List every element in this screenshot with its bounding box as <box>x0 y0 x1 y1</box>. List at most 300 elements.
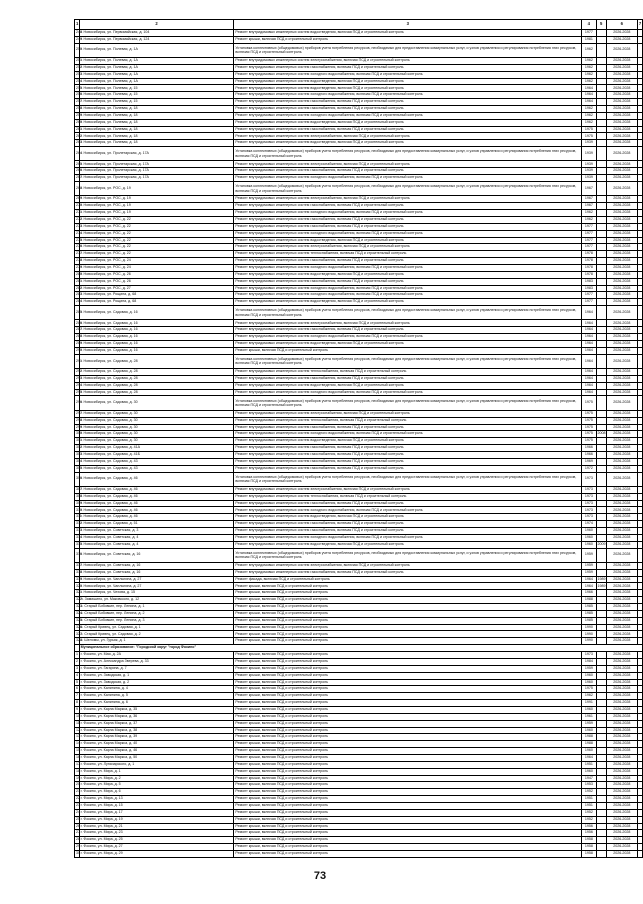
work-type-cell: Ремонт внутридомовых инженерных систем электроснабжения, включая ПСД и строительный контроль <box>234 486 582 493</box>
build-year-cell: 1990 <box>582 631 596 638</box>
notes-cell <box>637 64 642 71</box>
notes-cell <box>637 147 642 161</box>
work-type-cell: Установка коллективных (общедомовых) приборов учета потребления ресурсов, необходимых для предоставления коммунальных услуг, и узлов управления и регулирования потребления этих ресурсов, включая ПСД и строительный контроль <box>234 147 582 161</box>
notes-cell <box>637 521 642 528</box>
reconstruction-year-cell <box>596 175 606 182</box>
build-year-cell: 1951 <box>582 796 596 803</box>
reconstruction-year-cell <box>596 327 606 334</box>
reconstruction-year-cell <box>596 686 606 693</box>
address-cell: г. Новосибирск, ул. Советская, д. 16 <box>79 569 234 576</box>
notes-cell <box>637 597 642 604</box>
build-year-cell: 1977 <box>582 299 596 306</box>
row-number-cell: 267 <box>75 175 79 182</box>
build-year-cell: 1964 <box>582 334 596 341</box>
table-row <box>75 244 643 251</box>
planned-period-cell: 2026-2028 <box>606 576 637 583</box>
address-cell: г. Новосибирск, ул. РОС, д. 24 <box>79 258 234 265</box>
notes-cell <box>637 445 642 452</box>
notes-cell <box>637 465 642 472</box>
address-cell: г. Новосибирск, ул. Садовая, д. 16 <box>79 306 234 320</box>
work-type-cell: Ремонт внутридомовых инженерных систем холодного водоснабжения, включая ПСД и строительный контроль <box>234 431 582 438</box>
reconstruction-year-cell <box>596 223 606 230</box>
build-year-cell: 1988 <box>582 734 596 741</box>
planned-period-cell: 2026-2028 <box>606 382 637 389</box>
reconstruction-year-cell <box>596 375 606 382</box>
address-cell: с. Старый Кривец, ул. Садовая, д. 1 <box>79 624 234 631</box>
table-row <box>75 686 643 693</box>
planned-period-cell: 2026-2028 <box>606 465 637 472</box>
planned-period-cell: 2026-2028 <box>606 693 637 700</box>
reconstruction-year-cell <box>596 36 606 43</box>
work-type-cell: Ремонт внутридомовых инженерных систем холодного водоснабжения, включая ПСД и строительный контроль <box>234 230 582 237</box>
planned-period-cell: 2026-2028 <box>606 850 637 857</box>
reconstruction-year-cell <box>596 775 606 782</box>
reconstruction-year-cell <box>596 251 606 258</box>
build-year-cell: 1964 <box>582 92 596 99</box>
column-header-2: 2 <box>79 20 234 29</box>
work-type-cell: Ремонт внутридомовых инженерных систем газоснабжения, включая ПСД и строительный контроль <box>234 521 582 528</box>
build-year-cell: 1939 <box>582 147 596 161</box>
build-year-cell: 1975 <box>582 438 596 445</box>
reconstruction-year-cell: 1989 <box>596 583 606 590</box>
notes-cell <box>637 271 642 278</box>
planned-period-cell: 2026-2028 <box>606 604 637 611</box>
reconstruction-year-cell <box>596 500 606 507</box>
build-year-cell: 1962 <box>582 119 596 126</box>
reconstruction-year-cell <box>596 230 606 237</box>
table-row <box>75 292 643 299</box>
work-type-cell: Ремонт внутридомовых инженерных систем электроснабжения, включая ПСД и строительный контроль <box>234 320 582 327</box>
table-row <box>75 541 643 548</box>
build-year-cell: 1966 <box>582 445 596 452</box>
planned-period-cell: 2026-2028 <box>606 126 637 133</box>
table-row <box>75 175 643 182</box>
address-cell: г. Новосибирск, ул. РОС, д. 22 <box>79 230 234 237</box>
row-number-cell: 6 <box>75 686 79 693</box>
planned-period-cell: 2026-2028 <box>606 112 637 119</box>
reconstruction-year-cell <box>596 830 606 837</box>
notes-cell <box>637 92 642 99</box>
notes-cell <box>637 168 642 175</box>
work-type-cell: Ремонт крыши, включая ПСД и строительный контроль <box>234 741 582 748</box>
work-type-cell: Ремонт крыши, включая ПСД и строительный контроль <box>234 754 582 761</box>
reconstruction-year-cell <box>596 802 606 809</box>
notes-cell <box>637 230 642 237</box>
address-cell: г. Новосибирск, ул. Полевая, д. 1А <box>79 58 234 65</box>
notes-cell <box>637 727 642 734</box>
build-year-cell: 1967 <box>582 196 596 203</box>
notes-cell <box>637 576 642 583</box>
work-type-cell: Ремонт крыши, включая ПСД и строительный контроль <box>234 347 582 354</box>
build-year-cell: 1953 <box>582 782 596 789</box>
build-year-cell: 1939 <box>582 161 596 168</box>
table-row <box>75 264 643 271</box>
table-row <box>75 796 643 803</box>
address-cell: г. Фокино, ул. Карла Маркса, д. 37 <box>79 720 234 727</box>
build-year-cell: 1959 <box>582 562 596 569</box>
row-number-cell: 310 <box>75 507 79 514</box>
table-row <box>75 734 643 741</box>
reconstruction-year-cell <box>596 417 606 424</box>
table-row <box>75 569 643 576</box>
planned-period-cell: 2026-2028 <box>606 334 637 341</box>
schedule-table-sheet <box>74 19 643 858</box>
row-number-cell: 14 <box>75 741 79 748</box>
planned-period-cell: 2026-2028 <box>606 562 637 569</box>
notes-cell <box>637 285 642 292</box>
planned-period-cell: 2026-2028 <box>606 775 637 782</box>
address-cell: г. Фокино, ул. Карла Маркса, д. 50 <box>79 754 234 761</box>
reconstruction-year-cell <box>596 604 606 611</box>
reconstruction-year-cell <box>596 700 606 707</box>
address-cell: г. Новосибирск, ул. РОС, д. 19 <box>79 182 234 196</box>
table-row <box>75 465 643 472</box>
planned-period-cell: 2026-2028 <box>606 168 637 175</box>
work-type-cell: Ремонт внутридомовых инженерных систем газоснабжения, включая ПСД и строительный контроль <box>234 64 582 71</box>
address-cell: п. Замишино, ул. Маковского, д. 12 <box>79 597 234 604</box>
planned-period-cell: 2026-2028 <box>606 354 637 368</box>
planned-period-cell: 2026-2028 <box>606 610 637 617</box>
address-cell: г. Новосибирск, ул. Садовая, д. 41А <box>79 445 234 452</box>
table-row <box>75 631 643 638</box>
row-number-cell: 319 <box>75 576 79 583</box>
notes-cell <box>637 43 642 57</box>
address-cell: г. Новосибирск, ул. Первомайская, д. 104 <box>79 29 234 36</box>
table-row <box>75 382 643 389</box>
reconstruction-year-cell <box>596 292 606 299</box>
address-cell: г. Новосибирск, ул. РОС, д. 22 <box>79 223 234 230</box>
work-type-cell: Ремонт крыши, включая ПСД и строительный контроль <box>234 713 582 720</box>
row-number-cell: 292 <box>75 369 79 376</box>
reconstruction-year-cell <box>596 761 606 768</box>
row-number-cell: 262 <box>75 133 79 140</box>
table-row <box>75 299 643 306</box>
address-cell: г. Фокино, ул. Мира, д. 17 <box>79 809 234 816</box>
planned-period-cell: 2026-2028 <box>606 375 637 382</box>
address-cell: г. Новосибирск, ул. Полевая, д. 18 <box>79 119 234 126</box>
address-cell: г. Новосибирск, ул. РОС, д. 22 <box>79 251 234 258</box>
row-number-cell: 2 <box>75 658 79 665</box>
planned-period-cell: 2026-2028 <box>606 64 637 71</box>
reconstruction-year-cell <box>596 445 606 452</box>
table-row <box>75 168 643 175</box>
planned-period-cell: 2026-2028 <box>606 389 637 396</box>
row-number-cell: 327 <box>75 631 79 638</box>
build-year-cell: 1959 <box>582 569 596 576</box>
table-row <box>75 458 643 465</box>
address-cell: г. Новосибирск, ул. Советская, д. 16 <box>79 548 234 562</box>
row-number-cell: 266 <box>75 168 79 175</box>
row-number-cell: 25 <box>75 816 79 823</box>
row-number-cell: 312 <box>75 521 79 528</box>
row-number-cell: 285 <box>75 306 79 320</box>
address-cell: г. Новосибирск, ул. Полевая, д. 18 <box>79 106 234 113</box>
planned-period-cell: 2026-2028 <box>606 837 637 844</box>
table-row <box>75 850 643 857</box>
row-number-cell: 282 <box>75 285 79 292</box>
row-number-cell: 309 <box>75 500 79 507</box>
reconstruction-year-cell <box>596 672 606 679</box>
build-year-cell: 1960 <box>582 528 596 535</box>
planned-period-cell: 2026-2028 <box>606 292 637 299</box>
work-type-cell: Установка коллективных (общедомовых) приборов учета потребления ресурсов, необходимых для предоставления коммунальных услуг, и узлов управления и регулирования потребления этих ресурсов, включая ПСД и строительный контроль <box>234 43 582 57</box>
row-number-cell: 276 <box>75 244 79 251</box>
build-year-cell: 1978 <box>582 258 596 265</box>
build-year-cell: 1977 <box>582 237 596 244</box>
notes-cell <box>637 775 642 782</box>
table-row <box>75 638 643 645</box>
build-year-cell: 1958 <box>582 837 596 844</box>
row-number-cell: 27 <box>75 830 79 837</box>
table-row <box>75 278 643 285</box>
address-cell: г. Новосибирск, ул. РОС, д. 26 <box>79 278 234 285</box>
work-type-cell: Ремонт внутридомовых инженерных систем холодного водоснабжения, включая ПСД и строительный контроль <box>234 210 582 217</box>
row-number-cell: 299 <box>75 424 79 431</box>
reconstruction-year-cell <box>596 734 606 741</box>
build-year-cell: 1939 <box>582 175 596 182</box>
notes-cell <box>637 528 642 535</box>
build-year-cell: 1973 <box>582 652 596 659</box>
work-type-cell: Ремонт внутридомовых инженерных систем газоснабжения, включая ПСД и строительный контроль <box>234 223 582 230</box>
reconstruction-year-cell <box>596 679 606 686</box>
address-cell: г. Новосибирск, ул. Полевая, д. 1А <box>79 43 234 57</box>
reconstruction-year-cell <box>596 782 606 789</box>
notes-cell <box>637 796 642 803</box>
row-number-cell: 21 <box>75 789 79 796</box>
planned-period-cell: 2026-2028 <box>606 652 637 659</box>
table-row <box>75 106 643 113</box>
build-year-cell: 1947 <box>582 775 596 782</box>
notes-cell <box>637 223 642 230</box>
planned-period-cell: 2026-2028 <box>606 445 637 452</box>
work-type-cell: Установка коллективных (общедомовых) приборов учета потребления ресурсов, необходимых для предоставления коммунальных услуг, и узлов управления и регулирования потребления этих ресурсов, включая ПСД и строительный контроль <box>234 396 582 410</box>
row-number-cell: 277 <box>75 251 79 258</box>
row-number-cell: 294 <box>75 382 79 389</box>
work-type-cell: Ремонт внутридомовых инженерных систем водоотведения, включая ПСД и строительный контроль <box>234 341 582 348</box>
reconstruction-year-cell <box>596 306 606 320</box>
address-cell: г. Новосибирск, ул. РОС, д. 26 <box>79 271 234 278</box>
work-type-cell: Ремонт внутридомовых инженерных систем газоснабжения, включая ПСД и строительный контроль <box>234 375 582 382</box>
reconstruction-year-cell <box>596 147 606 161</box>
work-type-cell: Ремонт внутридомовых инженерных систем газоснабжения, включая ПСД и строительный контроль <box>234 106 582 113</box>
build-year-cell: 1977 <box>582 29 596 36</box>
address-cell: г. Новосибирск, ул. Садовая, д. 16 <box>79 327 234 334</box>
notes-cell <box>637 686 642 693</box>
work-type-cell: Ремонт внутридомовых инженерных систем газоснабжения, включая ПСД и строительный контроль <box>234 445 582 452</box>
address-cell: г. Новосибирск, ул. Пролетарская, д. 17А <box>79 168 234 175</box>
planned-period-cell: 2026-2028 <box>606 251 637 258</box>
reconstruction-year-cell <box>596 706 606 713</box>
notes-cell <box>637 672 642 679</box>
address-cell: г. Новосибирск, ул. Пролетарская, д. 17А <box>79 161 234 168</box>
table-row <box>75 576 643 583</box>
table-row <box>75 271 643 278</box>
table-row <box>75 789 643 796</box>
work-type-cell: Установка коллективных (общедомовых) приборов учета потребления ресурсов, необходимых для предоставления коммунальных услуг, и узлов управления и регулирования потребления этих ресурсов, включая ПСД и строительный контроль <box>234 472 582 486</box>
row-number-cell: 281 <box>75 278 79 285</box>
build-year-cell: 1964 <box>582 754 596 761</box>
table-row <box>75 679 643 686</box>
row-number-cell: 301 <box>75 438 79 445</box>
row-number-cell: 30 <box>75 850 79 857</box>
table-row <box>75 210 643 217</box>
row-number-cell: 253 <box>75 71 79 78</box>
address-cell: г. Фокино, ул. Калинина, д. 4 <box>79 686 234 693</box>
notes-cell <box>637 438 642 445</box>
planned-period-cell: 2026-2028 <box>606 720 637 727</box>
work-type-cell: Ремонт крыши, включая ПСД и строительный контроль <box>234 734 582 741</box>
notes-cell <box>637 327 642 334</box>
table-row <box>75 126 643 133</box>
address-cell: г. Новосибирск, ул. РОС, д. 24 <box>79 264 234 271</box>
notes-cell <box>637 850 642 857</box>
reconstruction-year-cell <box>596 320 606 327</box>
table-row <box>75 782 643 789</box>
table-row <box>75 29 643 36</box>
row-number-cell: 307 <box>75 486 79 493</box>
table-row <box>75 693 643 700</box>
planned-period-cell: 2026-2028 <box>606 424 637 431</box>
row-number-cell: 317 <box>75 562 79 569</box>
work-type-cell: Ремонт внутридомовых инженерных систем газоснабжения, включая ПСД и строительный контроль <box>234 500 582 507</box>
row-number-cell: 280 <box>75 271 79 278</box>
work-type-cell: Ремонт внутридомовых инженерных систем газоснабжения, включая ПСД и строительный контроль <box>234 465 582 472</box>
table-row <box>75 713 643 720</box>
table-row <box>75 369 643 376</box>
notes-cell <box>637 837 642 844</box>
build-year-cell: 1960 <box>582 679 596 686</box>
planned-period-cell: 2026-2028 <box>606 761 637 768</box>
build-year-cell: 1958 <box>582 850 596 857</box>
table-row <box>75 334 643 341</box>
planned-period-cell: 2026-2028 <box>606 278 637 285</box>
notes-cell <box>637 514 642 521</box>
notes-cell <box>637 334 642 341</box>
planned-period-cell: 2026-2028 <box>606 754 637 761</box>
notes-cell <box>637 369 642 376</box>
row-number-cell: 13 <box>75 734 79 741</box>
reconstruction-year-cell <box>596 126 606 133</box>
notes-cell <box>637 500 642 507</box>
build-year-cell: 1962 <box>582 58 596 65</box>
build-year-cell: 1966 <box>582 590 596 597</box>
row-number-cell: 278 <box>75 258 79 265</box>
work-type-cell: Ремонт внутридомовых инженерных систем водоотведения, включая ПСД и строительный контроль <box>234 299 582 306</box>
build-year-cell: 1975 <box>582 133 596 140</box>
row-number-cell: 251 <box>75 58 79 65</box>
build-year-cell: 1956 <box>582 830 596 837</box>
build-year-cell: 1985 <box>582 604 596 611</box>
address-cell: г. Фокино, ул. Калинина, д. 5 <box>79 693 234 700</box>
reconstruction-year-cell <box>596 850 606 857</box>
table-row <box>75 182 643 196</box>
planned-period-cell: 2026-2028 <box>606 133 637 140</box>
planned-period-cell: 2026-2028 <box>606 528 637 535</box>
work-type-cell: Ремонт внутридомовых инженерных систем теплоснабжения, включая ПСД и строительный контроль <box>234 417 582 424</box>
address-cell: с. Старый Бобовкин, пер. Ленина, д. 3 <box>79 617 234 624</box>
reconstruction-year-cell <box>596 133 606 140</box>
table-row <box>75 837 643 844</box>
address-cell: г. Новосибирск, ул. Полевая, д. 1А <box>79 71 234 78</box>
planned-period-cell: 2026-2028 <box>606 816 637 823</box>
build-year-cell: 1964 <box>582 354 596 368</box>
table-row <box>75 71 643 78</box>
planned-period-cell: 2026-2028 <box>606 844 637 851</box>
work-type-cell: Ремонт внутридомовых инженерных систем газоснабжения, включая ПСД и строительный контроль <box>234 168 582 175</box>
planned-period-cell: 2026-2028 <box>606 534 637 541</box>
notes-cell <box>637 493 642 500</box>
planned-period-cell: 2026-2028 <box>606 458 637 465</box>
planned-period-cell: 2026-2028 <box>606 438 637 445</box>
address-cell: г. Новосибирск, ул. Полевая, д. 1А <box>79 78 234 85</box>
notes-cell <box>637 175 642 182</box>
row-number-cell: 19 <box>75 775 79 782</box>
notes-cell <box>637 610 642 617</box>
row-number-cell: 248 <box>75 29 79 36</box>
address-cell: г. Новосибирск, ул. Полевая, д. 15 <box>79 99 234 106</box>
reconstruction-year-cell <box>596 410 606 417</box>
notes-cell <box>637 679 642 686</box>
row-number-cell: 258 <box>75 106 79 113</box>
notes-cell <box>637 112 642 119</box>
planned-period-cell: 2026-2028 <box>606 140 637 147</box>
planned-period-cell: 2026-2028 <box>606 147 637 161</box>
row-number-cell: 12 <box>75 727 79 734</box>
notes-cell <box>637 210 642 217</box>
planned-period-cell: 2026-2028 <box>606 782 637 789</box>
row-number-cell: 311 <box>75 514 79 521</box>
reconstruction-year-cell <box>596 369 606 376</box>
row-number-cell: 256 <box>75 92 79 99</box>
row-number-cell: 304 <box>75 458 79 465</box>
build-year-cell: 1984 <box>582 658 596 665</box>
address-cell: г. Новосибирск, ул. Полевая, д. 1А <box>79 64 234 71</box>
table-row <box>75 528 643 535</box>
planned-period-cell: 2026-2028 <box>606 472 637 486</box>
planned-period-cell: 2026-2028 <box>606 285 637 292</box>
reconstruction-year-cell <box>596 472 606 486</box>
table-row <box>75 665 643 672</box>
address-cell: г. Фокино, ул. Карла Маркса, д. 35 <box>79 706 234 713</box>
row-number-cell: 269 <box>75 196 79 203</box>
work-type-cell: Ремонт внутридомовых инженерных систем холодного водоснабжения, включая ПСД и строительный контроль <box>234 92 582 99</box>
table-row <box>75 43 643 57</box>
planned-period-cell: 2026-2028 <box>606 748 637 755</box>
reconstruction-year-cell <box>596 823 606 830</box>
planned-period-cell: 2026-2028 <box>606 58 637 65</box>
planned-period-cell: 2026-2028 <box>606 320 637 327</box>
planned-period-cell: 2026-2028 <box>606 223 637 230</box>
table-row <box>75 417 643 424</box>
planned-period-cell: 2026-2028 <box>606 203 637 210</box>
table-row <box>75 775 643 782</box>
row-number-cell: 26 <box>75 823 79 830</box>
table-row <box>75 534 643 541</box>
column-header-6: 6 <box>606 20 637 29</box>
build-year-cell: 1960 <box>582 534 596 541</box>
reconstruction-year-cell <box>596 161 606 168</box>
address-cell: г. Фокино, ул. Гагарина, д. 7 <box>79 665 234 672</box>
notes-cell <box>637 85 642 92</box>
row-number-cell: 7 <box>75 693 79 700</box>
column-header-4: 4 <box>582 20 596 29</box>
work-type-cell: Ремонт внутридомовых инженерных систем газоснабжения, включая ПСД и строительный контроль <box>234 458 582 465</box>
reconstruction-year-cell <box>596 569 606 576</box>
row-number-cell: 320 <box>75 583 79 590</box>
build-year-cell: 1962 <box>582 112 596 119</box>
planned-period-cell: 2026-2028 <box>606 541 637 548</box>
table-row <box>75 672 643 679</box>
